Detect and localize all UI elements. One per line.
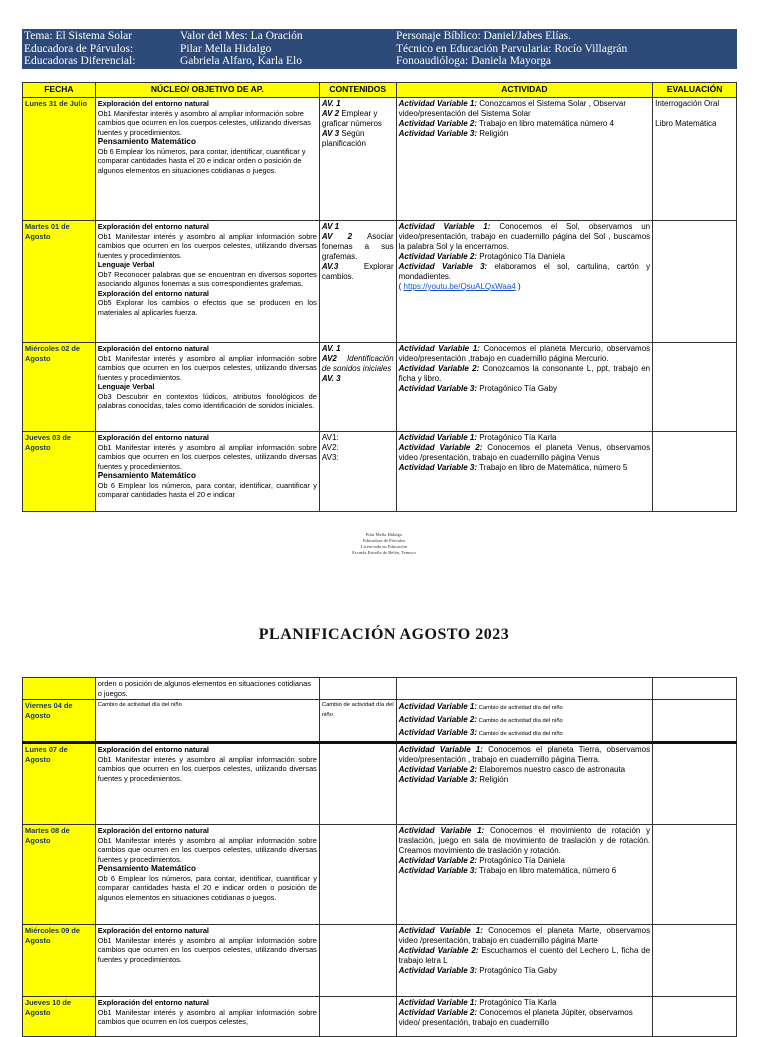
row-activity xyxy=(396,925,653,997)
activity-3: Actividad Variable 3: Religión xyxy=(398,775,509,784)
header-educator-name: Pilar Mella Hidalgo xyxy=(180,42,272,55)
content-av2: AV 2 Emplear y graficar números xyxy=(321,109,382,128)
objective-text: Ob5 Explorar los cambios o efectos que se producen en los materiales al aplicarles fuerza. xyxy=(97,298,317,317)
row-nucleus xyxy=(95,98,319,221)
row-activity xyxy=(396,221,653,343)
row-date: Martes 01 de Agosto xyxy=(23,221,96,343)
objective-text: Ob1 Manifestar interés y asombro al ampliar información sobre cambios que ocurren en los cuerpos celestes, utilizando diversas fuentes y procedimientos. xyxy=(97,935,317,964)
row-contents xyxy=(319,98,396,221)
col-header-activity: ACTIVIDAD xyxy=(396,83,653,98)
table-row xyxy=(23,997,737,1037)
header-speech-therapist: Fonoaudióloga: Daniela Mayorga xyxy=(396,55,552,67)
planning-table-page-2 xyxy=(22,677,737,1037)
row-evaluation xyxy=(653,700,737,743)
row-activity xyxy=(396,678,653,700)
nucleus-title: Pensamiento Matemático xyxy=(97,864,196,873)
signature-line: Educadora de Párvulos xyxy=(362,538,406,543)
nucleus-title: Exploración del entorno natural xyxy=(97,826,209,835)
col-header-nucleus: NÚCLEO/ OBJETIVO DE AP. xyxy=(95,83,319,98)
table-row xyxy=(23,432,737,512)
table-row xyxy=(23,825,737,925)
content-av2: AV2: xyxy=(321,443,339,452)
table-row xyxy=(23,678,737,700)
signature-line: Pilar Mella Hidalgo xyxy=(365,532,403,537)
activity-2: Actividad Variable 2: Conocemos el planeta Júpiter, observamos video/ presentación, trabajo en cuadernillo xyxy=(398,1008,633,1027)
objective-text: orden o posición de algunos elementos en situaciones cotidianas o juegos. xyxy=(97,679,311,698)
row-nucleus xyxy=(95,997,319,1037)
row-date: Martes 08 de Agosto xyxy=(23,825,96,925)
header-biblical: Personaje Bíblico: Daniel/Jabes Elías. xyxy=(396,30,572,42)
objective-text: Ob3 Descubrir en contextos lúdicos, atributos fonológicos de palabras conocidas, tales como identificación de sonidos iniciales. xyxy=(97,391,317,410)
row-evaluation xyxy=(653,925,737,997)
table-row xyxy=(23,98,737,221)
activity-1: Actividad Variable 1: Protagónico Tía Karla xyxy=(398,998,557,1007)
nucleus-title: Lenguaje Verbal xyxy=(97,382,155,391)
activity-1: Actividad Variable 1: Conozcamos el Sistema Solar , Observar video/presentación del Sistema Solar xyxy=(398,99,626,118)
nucleus-title: Exploración del entorno natural xyxy=(97,288,209,298)
content-av3: AV3: xyxy=(321,453,339,462)
activity-3: Actividad Variable 3: elaboramos el sol, cartulina, cartón y mondadientes. xyxy=(398,262,651,281)
header-value: Valor del Mes: La Oración xyxy=(180,30,303,42)
content-av1: AV. 1 xyxy=(321,344,341,353)
activity-1: Actividad Variable 1: Conocemos el planeta Mercurio, observamos video/presentación ,trabajo en cuadernillo página Mercurio. xyxy=(398,344,651,363)
activity-3: Actividad Variable 3: Trabajo en libro matemática, número 6 xyxy=(398,866,617,875)
row-contents xyxy=(319,432,396,512)
activity-3: Actividad Variable 3: Trabajo en libro de Matemática, número 5 xyxy=(398,463,628,472)
content-av3: AV. 3 xyxy=(321,374,341,383)
row-date: Lunes 31 de Julio xyxy=(23,98,96,221)
table-row xyxy=(23,221,737,343)
header-banner xyxy=(22,29,737,69)
signature-block xyxy=(0,532,768,556)
row-contents xyxy=(319,925,396,997)
row-nucleus xyxy=(95,343,319,432)
activity-2: Actividad Variable 2: Trabajo en libro matemática número 4 xyxy=(398,119,615,128)
content-av3: AV.3 Explorar cambios. xyxy=(321,262,394,281)
row-contents xyxy=(319,678,396,700)
planning-table-page-1 xyxy=(22,82,737,512)
col-header-contents: CONTENIDOS xyxy=(319,83,396,98)
activity-2: Actividad Variable 2: Escuchamos el cuento del Lechero L, ficha de trabajo letra L xyxy=(398,946,651,965)
table-row xyxy=(23,700,737,743)
objective-text: Ob1 Manifestar interés y asombro al ampliar información sobre cambios que ocurren en los cuerpos celestes, utilizando diversas fuentes y procedimientos. xyxy=(97,754,317,783)
nucleus-title: Exploración del entorno natural xyxy=(97,745,209,754)
row-date: Jueves 10 de Agosto xyxy=(23,997,96,1037)
objective-text: Ob1 Manifestar interés y asombro al ampliar información sobre cambios que ocurren en los cuerpos celestes, xyxy=(97,1007,317,1026)
table-header-row xyxy=(23,83,737,98)
row-evaluation xyxy=(653,825,737,925)
row-contents xyxy=(319,825,396,925)
row-date: Miércoles 02 de Agosto xyxy=(23,343,96,432)
content-av2: AV 2 Asociar fonemas a sus grafemas. xyxy=(321,232,394,261)
row-evaluation xyxy=(653,678,737,700)
objective-text: Ob1 Manifestar interés y asombro al ampliar información sobre cambios que ocurren en los cuerpos celestes, utilizando diversas fuentes y procedimientos. xyxy=(97,231,317,260)
content-av2: AV2 Identificación de sonidos iniciales xyxy=(321,354,394,373)
content-av3: AV 3 Según planificación xyxy=(321,129,366,148)
objective-text: Ob1 Manifestar interés y asombro al ampliar información sobre cambios que ocurren en los cuerpos celestes, utilizando diversas fuentes y procedimientos. xyxy=(97,353,317,382)
activity-3: Actividad Variable 3: Protagónico Tía Gaby xyxy=(398,966,557,975)
objective-text: Ob 6 Emplear los números, para contar, identificar, cuantificar y comparar cantidades hasta el 20 e indicar orden o posición de algunos elementos en situaciones cotidianas o juegos. xyxy=(97,873,317,902)
row-activity xyxy=(396,825,653,925)
row-contents xyxy=(319,997,396,1037)
nucleus-title: Exploración del entorno natural xyxy=(97,433,209,442)
header-technician: Técnico en Educación Parvularia: Rocío Villagrán xyxy=(396,42,628,55)
nucleus-title: Exploración del entorno natural xyxy=(97,998,209,1007)
row-nucleus xyxy=(95,678,319,700)
row-nucleus xyxy=(95,825,319,925)
nucleus-title: Exploración del entorno natural xyxy=(97,222,209,231)
objective-text: Ob1 Manifestar interés y asombro al ampliar información sobre cambios que ocurren en los cuerpos celestes, utilizando diversas fuentes y procedimientos. xyxy=(97,108,311,137)
objective-text: Cambio de actividad día del niño xyxy=(97,702,182,708)
header-differential-label: Educadoras Diferencial: xyxy=(24,55,136,67)
row-contents xyxy=(319,343,396,432)
nucleus-title: Exploración del entorno natural xyxy=(97,344,209,353)
nucleus-title: Lenguaje Verbal xyxy=(97,260,155,269)
row-activity xyxy=(396,343,653,432)
nucleus-title: Exploración del entorno natural xyxy=(97,926,209,935)
row-activity xyxy=(396,432,653,512)
objective-text: Ob1 Manifestar interés y asombro al ampliar información sobre cambios que ocurren en los cuerpos celestes, utilizando diversas fuentes y procedimientos. xyxy=(97,442,317,471)
header-line-2 xyxy=(24,43,735,56)
table-row xyxy=(23,925,737,997)
row-activity xyxy=(396,997,653,1037)
activity-2: Actividad Variable 2: Conocemos el planeta Venus, observamos video /presentación, trabajo en cuadernillo página Venus xyxy=(398,443,651,462)
row-activity xyxy=(396,98,653,221)
signature-line: Escuela Estrella de Belén, Temuco xyxy=(352,550,416,555)
signature-line: Licenciada en Educación xyxy=(360,544,408,549)
row-evaluation xyxy=(653,343,737,432)
activity-3: Actividad Variable 3: Cambio de actividad día del niño xyxy=(398,728,563,737)
nucleus-title: Pensamiento Matemático xyxy=(97,471,196,480)
activity-1: Actividad Variable 1: Cambio de actividad día del niño xyxy=(398,702,563,711)
objective-text: Ob7 Reconocer palabras que se encuentran en diversos soportes asociando algunos fonemas a sus correspondientes grafemas. xyxy=(97,269,317,288)
evaluation-item: Libro Matemática xyxy=(655,119,717,128)
row-date: Miércoles 09 de Agosto xyxy=(23,925,96,997)
nucleus-title: Pensamiento Matemático xyxy=(97,137,196,146)
activity-2: Actividad Variable 2: Protagónico Tía Daniela xyxy=(398,856,565,865)
content-av1: AV1: xyxy=(321,433,339,442)
row-nucleus xyxy=(95,221,319,343)
row-activity xyxy=(396,700,653,743)
col-header-evaluation: EVALUACIÓN xyxy=(653,83,737,98)
header-line-1 xyxy=(24,30,735,43)
row-contents xyxy=(319,221,396,343)
table-row xyxy=(23,343,737,432)
content-av1: AV 1 xyxy=(321,222,340,231)
content-text: Cambio de actividad día del niño xyxy=(321,702,394,718)
row-activity xyxy=(396,743,653,825)
activity-1: Actividad Variable 1: Protagónico Tía Karla xyxy=(398,433,557,442)
activity-1: Actividad Variable 1: Conocemos el planeta Tierra, observamos video/presentación , trabajo en cuadernillo página Tierra. xyxy=(398,745,651,764)
activity-1: Actividad Variable 1: Conocemos el planeta Marte, observamos video /presentación, trabajo en cuadernillo página Marte xyxy=(398,926,651,945)
row-contents xyxy=(319,743,396,825)
row-nucleus xyxy=(95,432,319,512)
objective-text: Ob 6 Emplear los números, para contar, identificar, cuantificar y comparar cantidades hasta el 20 e indicar orden o posición de algunos elementos en situaciones cotidianas o juegos. xyxy=(97,146,306,175)
video-link[interactable]: https://youtu.be/QsuALQxWaa4 xyxy=(403,282,516,291)
activity-3: Actividad Variable 3: Protagónico Tía Gaby xyxy=(398,384,557,393)
row-evaluation xyxy=(653,997,737,1037)
row-evaluation xyxy=(653,743,737,825)
activity-2: Actividad Variable 2: Cambio de actividad día del niño xyxy=(398,715,563,724)
activity-2: Actividad Variable 2: Elaboremos nuestro casco de astronauta xyxy=(398,765,626,774)
objective-text: Ob1 Manifestar interés y asombro al ampliar información sobre cambios que ocurren en los cuerpos celestes, utilizando diversas fuentes y procedimientos. xyxy=(97,835,317,864)
table-row xyxy=(23,743,737,825)
content-av1: AV. 1 xyxy=(321,99,341,108)
header-theme: Tema: El Sistema Solar xyxy=(24,30,133,42)
row-date xyxy=(23,678,96,700)
row-evaluation xyxy=(653,98,737,221)
video-link-line: ( https://youtu.be/QsuALQxWaa4 ) xyxy=(398,282,521,291)
objective-text: Ob 6 Emplear los números, para contar, identificar, cuantificar y comparar cantidades hasta el 20 e indicar xyxy=(97,480,317,499)
header-differential-names: Gabriela Alfaro, Karla Elo xyxy=(180,55,302,67)
activity-2: Actividad Variable 2: Conozcamos la consonante L, ppt, trabajo en ficha y libro. xyxy=(398,364,651,383)
activity-3: Actividad Variable 3: Religión xyxy=(398,129,509,138)
row-nucleus xyxy=(95,743,319,825)
activity-1: Actividad Variable 1: Conocemos el Sol, observamos un video/presentación, trabajo en cuadernillo página del Sol , buscamos la palabra Sol y la encerramos. xyxy=(398,222,651,251)
nucleus-title: Exploración del entorno natural xyxy=(97,99,209,108)
page-title: PLANIFICACIÓN AGOSTO 2023 xyxy=(258,626,510,643)
row-date: Viernes 04 de Agosto xyxy=(23,700,96,743)
row-nucleus xyxy=(95,700,319,743)
row-nucleus xyxy=(95,925,319,997)
header-line-3 xyxy=(24,55,735,68)
header-educator-label: Educadora de Párvulos: xyxy=(24,42,134,55)
activity-2: Actividad Variable 2: Protagónico Tía Daniela xyxy=(398,252,565,261)
row-contents xyxy=(319,700,396,743)
row-date: Lunes 07 de Agosto xyxy=(23,743,96,825)
row-evaluation xyxy=(653,221,737,343)
activity-1: Actividad Variable 1: Conocemos el movimiento de rotación y traslación, juego en sala de movimiento de traslación y de rotación. Creamos movimiento de traslación y rotación. xyxy=(398,826,651,855)
row-evaluation xyxy=(653,432,737,512)
col-header-date: FECHA xyxy=(23,83,96,98)
row-date: Jueves 03 de Agosto xyxy=(23,432,96,512)
evaluation-item: Interrogación Oral xyxy=(655,99,720,108)
